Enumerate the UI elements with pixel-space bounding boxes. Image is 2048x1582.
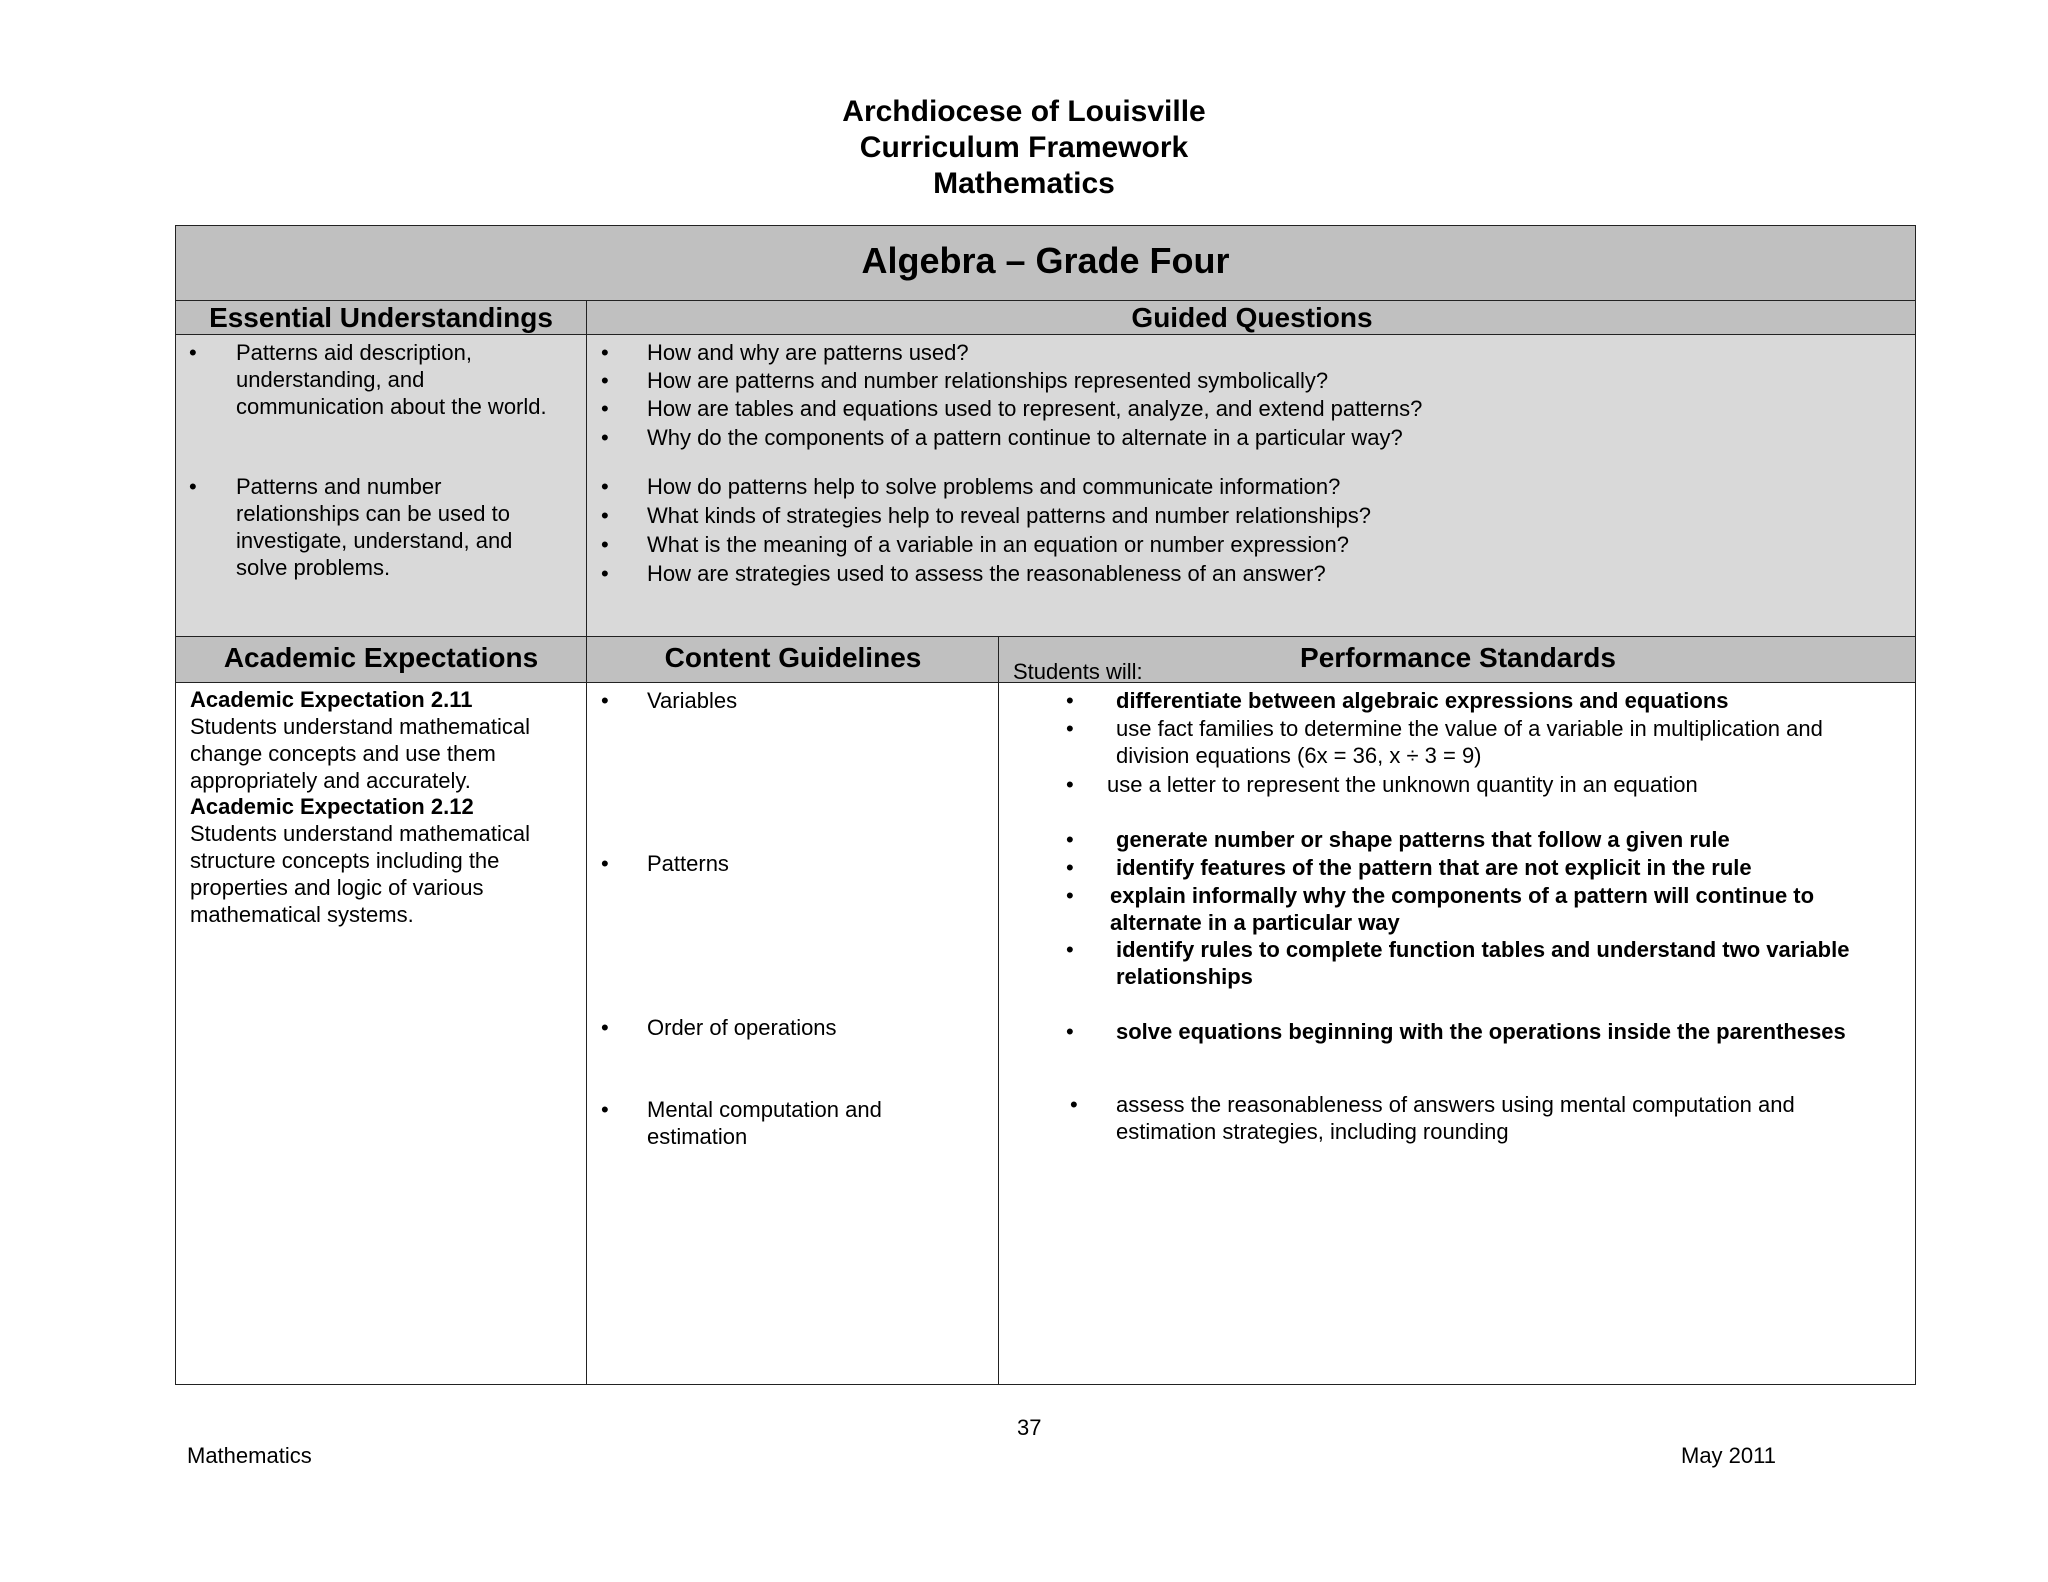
bullet-icon: • [1066, 1019, 1074, 1044]
performance-intro: Students will: [1013, 659, 1143, 684]
bullet-icon: • [189, 474, 197, 499]
content-guideline: Variables [647, 688, 738, 713]
footer-right: May 2011 [1681, 1443, 1776, 1468]
content-guideline: Patterns [647, 851, 729, 876]
bullet-icon: • [601, 532, 609, 557]
performance-item: differentiate between algebraic expressions and equations [1116, 688, 1729, 713]
page-number: 37 [1017, 1415, 1042, 1440]
content-guidelines-header: Content Guidelines [664, 642, 922, 673]
section-title: Algebra – Grade Four [861, 240, 1230, 281]
guided-question: How are strategies used to assess the reasonableness of an answer? [647, 561, 1326, 586]
guided-question: How and why are patterns used? [647, 340, 969, 365]
academic-expectation-2-11: Academic Expectation 2.11 [190, 687, 473, 712]
essential-item-2: Patterns and number relationships can be used to investigate, understand, and solve problems. [236, 474, 513, 580]
academic-expectations-header: Academic Expectations [223, 642, 539, 673]
bullet-icon: • [601, 561, 609, 586]
curriculum-table [175, 225, 1916, 1385]
guided-question: What kinds of strategies help to reveal patterns and number relationships? [647, 503, 1371, 528]
content-guideline: Mental computation and estimation [647, 1097, 882, 1149]
performance-item: identify rules to complete function tables and understand two variable relationships [1116, 937, 1850, 989]
content-guideline: Order of operations [647, 1015, 837, 1040]
guided-questions-header: Guided Questions [1131, 302, 1373, 333]
bullet-icon: • [1070, 1092, 1078, 1117]
bullet-icon: • [601, 1015, 609, 1040]
performance-item: assess the reasonableness of answers using mental computation and estimation strategies, including rounding [1116, 1092, 1795, 1144]
bullet-icon: • [601, 688, 609, 713]
essential-understandings-header: Essential Understandings [209, 302, 553, 333]
performance-item: use fact families to determine the value of a variable in multiplication and division equations (6x = 36, x ÷ 3 = 9) [1116, 716, 1823, 768]
bullet-icon: • [1066, 883, 1074, 908]
header-line-1: Archdiocese of Louisville [842, 95, 1206, 128]
bullet-icon: • [601, 474, 609, 499]
performance-item: explain informally why the components of a pattern will continue to alternate in a particular way [1110, 883, 1815, 935]
guided-question: How are tables and equations used to represent, analyze, and extend patterns? [647, 396, 1423, 421]
guided-question: What is the meaning of a variable in an equation or number expression? [647, 532, 1349, 557]
bullet-icon: • [601, 503, 609, 528]
bullet-icon: • [601, 425, 609, 450]
header-line-3: Mathematics [933, 167, 1115, 200]
performance-item: solve equations beginning with the operations inside the parentheses [1116, 1019, 1846, 1044]
guided-question: How do patterns help to solve problems and communicate information? [647, 474, 1341, 499]
bullet-icon: • [601, 368, 609, 393]
academic-expectation-2-11-text: Students understand mathematical change concepts and use them appropriately and accurately. [190, 714, 530, 793]
bullet-icon: • [1066, 937, 1074, 962]
academic-expectation-2-12: Academic Expectation 2.12 Students understand mathematical structure concepts including the properties and logic of various mathematical systems. [190, 794, 530, 927]
performance-standards-header: Performance Standards [1300, 642, 1616, 673]
performance-item: generate number or shape patterns that follow a given rule [1116, 827, 1730, 852]
bullet-icon: • [1066, 772, 1074, 797]
performance-item: use a letter to represent the unknown quantity in an equation [1107, 772, 1698, 797]
bullet-icon: • [189, 340, 197, 365]
footer-left: Mathematics [187, 1443, 312, 1468]
header-line-2: Curriculum Framework [859, 131, 1189, 164]
bullet-icon: • [1066, 716, 1074, 741]
bullet-icon: • [601, 340, 609, 365]
bullet-icon: • [1066, 827, 1074, 852]
performance-item: identify features of the pattern that are not explicit in the rule [1116, 855, 1752, 880]
guided-question: How are patterns and number relationships represented symbolically? [647, 368, 1329, 393]
guided-question: Why do the components of a pattern continue to alternate in a particular way? [647, 425, 1403, 450]
essential-item-1: Patterns aid description, understanding, and communication about the world. [236, 340, 547, 419]
bullet-icon: • [601, 1097, 609, 1122]
bullet-icon: • [601, 396, 609, 421]
bullet-icon: • [601, 851, 609, 876]
bullet-icon: • [1066, 855, 1074, 880]
bullet-icon: • [1066, 688, 1074, 713]
